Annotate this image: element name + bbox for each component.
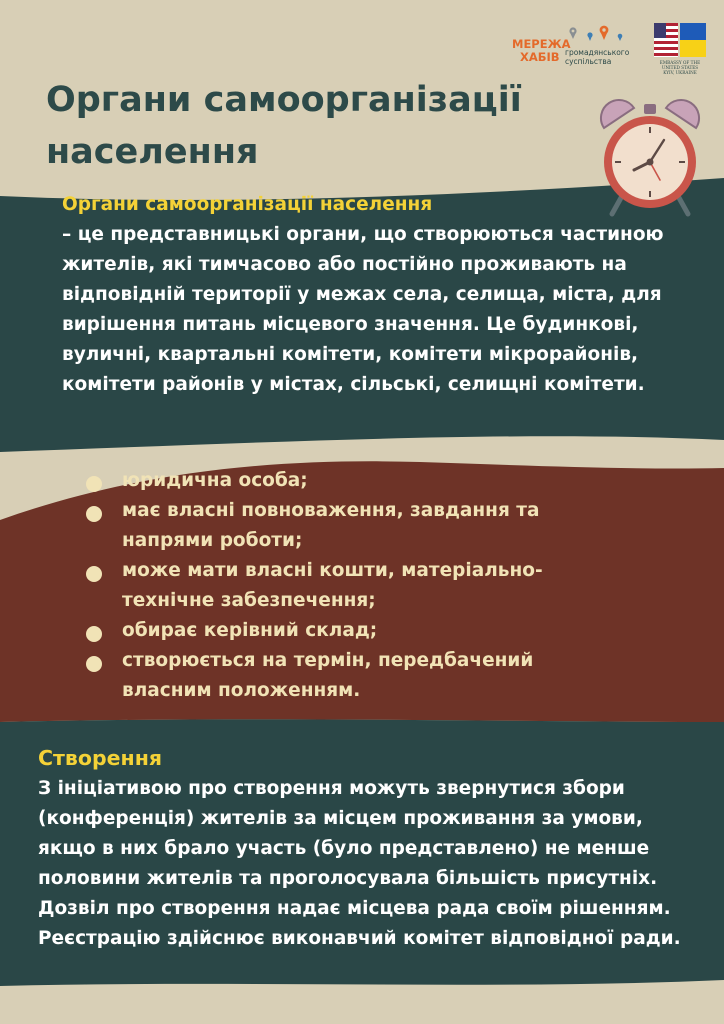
list-item: має власні повноваження, завдання та напрями роботи; xyxy=(86,496,606,556)
definition-section xyxy=(62,190,692,400)
bullet-icon xyxy=(86,656,102,672)
list-item: може мати власні кошти, матеріально-технічне забезпечення; xyxy=(86,556,606,616)
list-item: обирає керівний склад; xyxy=(86,616,606,646)
creation-text: З ініціативою про створення можуть звернутися збори (конференція) жителів за місцем проживання за умови, якщо в них брало участь (було представлено) не менше половини жителів та проголосувала більшість присутніх. Дозвіл про створення надає місцева рада своїм рішенням. Реєстрацію здійснює виконавчий комітет відповідної ради. xyxy=(38,778,681,949)
bullet-icon xyxy=(86,476,102,492)
network-hubs-logo xyxy=(510,24,650,74)
features-list xyxy=(86,466,606,706)
bullet-icon xyxy=(86,506,102,522)
list-item: створюється на термін, передбачений власним положенням. xyxy=(86,646,606,706)
us-ukraine-flags-icon xyxy=(652,22,708,58)
definition-text: – це представницькі органи, що створюються частиною жителів, які тимчасово або постійно проживають на відповідній території у межах села, селища, міста, для вирішення питань місцевого значення. Це будинкові, вуличні, квартальні комітети, комітети мікрорайонів, комітети районів у містах, сільські, селищні комітети. xyxy=(62,224,664,395)
creation-heading: Створення xyxy=(38,746,163,770)
page-title: Органи самоорганізації населення xyxy=(46,80,522,172)
logo-network-line2: ХАБІВ xyxy=(520,50,560,64)
embassy-logo xyxy=(652,22,708,78)
map-pins-icon xyxy=(566,24,630,46)
list-item: юридична особа; xyxy=(86,466,606,496)
embassy-caption: EMBASSY OF THE UNITED STATES KYIV, UKRAINE xyxy=(659,60,701,75)
bullet-icon xyxy=(86,566,102,582)
logo-network-subtitle: громадянського суспільства xyxy=(565,48,630,66)
logo-network-line1: МЕРЕЖА xyxy=(512,37,571,51)
definition-term: Органи самоорганізації населення xyxy=(62,194,433,215)
bullet-icon xyxy=(86,626,102,642)
creation-section xyxy=(38,742,702,954)
